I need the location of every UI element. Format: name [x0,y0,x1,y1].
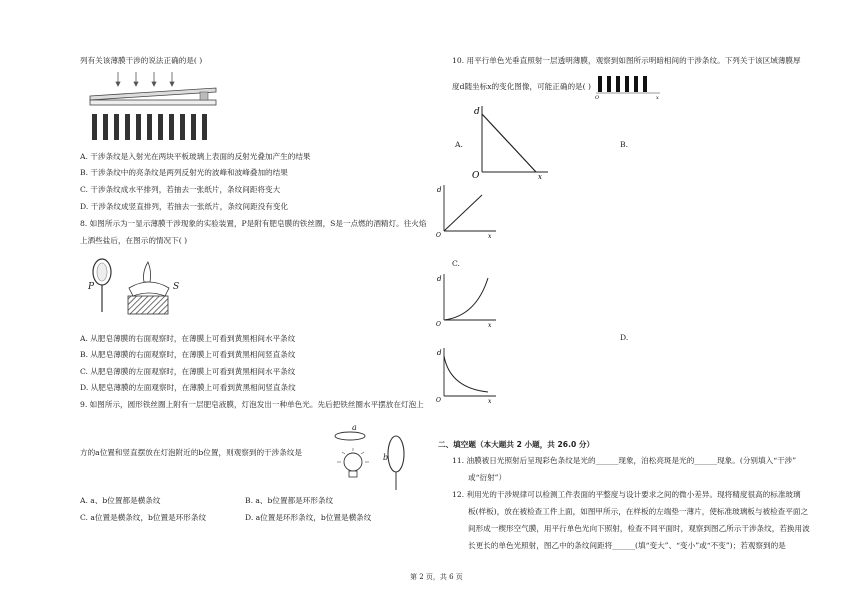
q11-line2: 或“衍射”） [468,473,507,482]
q9-label-a: a [352,423,357,432]
svg-text:O: O [436,232,441,239]
page-footer: 第 2 页，共 6 页 [410,573,463,581]
q7-option-b: B. 干涉条纹中的亮条纹是两列反射光的波峰和波峰叠加的结果 [80,168,288,177]
svg-text:O: O [472,171,480,180]
svg-text:d: d [474,107,480,117]
q9-option-a: A. a、b位置都是横条纹 [80,496,161,505]
q7-wedge-figure [88,70,218,110]
q10-option-b-label: B. [620,140,628,149]
svg-text:O: O [436,321,441,328]
svg-text:x: x [488,398,492,404]
q10-fringe-figure [594,74,666,100]
q8-label-p: P [88,282,95,292]
q9-option-b: B. a、b位置都是环形条纹 [245,496,334,505]
svg-text:O: O [595,95,600,100]
q10-option-d-label: D. [620,333,629,342]
q10-graph-d [436,346,500,404]
q9-option-d: D. a位置是环形条纹，b位置是横条纹 [245,513,372,522]
q9-option-c: C. a位置是横条纹，b位置是环形条纹 [80,513,207,522]
q7-option-c: C. 干涉条纹成水平排列，若抽去一张纸片，条纹间距将变大 [80,185,281,194]
q12-line1: 12. 利用光的干涉规律可以检测工件表面的平整度与设计要求之间的微小差异。现将精度很高的标准玻璃 [452,490,801,499]
q12-line3: 间形成一楔形空气膜，用平行单色光向下照射，检查不同平面时，观察到图乙所示干涉条纹，若换用波 [468,524,810,533]
q10-graph-a [470,104,550,180]
q10-graph-c [436,272,500,328]
q7-option-d: D. 干涉条纹成竖直排列，若抽去一张纸片，条纹间距没有变化 [80,202,289,211]
svg-text:d: d [437,275,442,283]
q7-option-a: A. 干涉条纹是入射光在两块平板玻璃上表面的反射光叠加产生的结果 [80,152,311,161]
svg-text:O: O [436,397,441,404]
q10-stem-line1: 10. 用平行单色光垂直照射一层透明薄膜，观察到如图所示明暗相间的干涉条纹。下列关于该区域薄膜厚 [452,56,801,65]
q10-graph-b [436,183,500,239]
q8-option-c: C. 从肥皂薄膜的左面观察时，在薄膜上可看到黄黑相间水平条纹 [80,367,296,376]
svg-text:x: x [538,173,542,180]
q9-stem-line2: 方的a位置和竖直摆放在灯泡附近的b位置，则观察到的干涉条纹是 [80,448,303,457]
svg-text:x: x [656,95,659,100]
svg-text:d: d [437,349,442,357]
svg-text:d: d [437,186,442,194]
q12-line4: 长更长的单色光照射，图乙中的条纹间距将______(填“变大”、“变小”或“不变”)；若观察到的是 [468,541,786,550]
svg-text:x: x [488,322,492,328]
q8-stem-line1: 8. 如图所示为一显示薄膜干涉现象的实验装置，P是附有肥皂膜的铁丝圈，S是一点燃的酒精灯。往火焰 [80,219,427,228]
q10-option-c-label: C. [452,259,460,268]
q9-label-b: b [383,453,389,462]
section-2-title: 二、填空题（本大题共 2 小题，共 26.0 分） [438,440,595,449]
q7-stem: 列有关该薄膜干涉的说法正确的是( ) [80,56,203,65]
q10-stem-line2: 度d随坐标x的变化图像，可能正确的是( ) [452,82,591,91]
q11-line1: 11. 油膜被日光照射后呈现彩色条纹是光的______现象，泊松亮斑是光的______现象。(分别填入“干涉” [452,456,797,465]
q10-option-a-label: A. [455,140,463,149]
q8-stem-line2: 上洒些盐后，在图示的情况下( ) [80,236,188,245]
q7-fringe-figure [90,114,220,142]
q8-option-a: A. 从肥皂薄膜的右面观察时，在薄膜上可看到黄黑相间水平条纹 [80,334,296,343]
q8-label-s: S [173,282,180,292]
q8-option-d: D. 从肥皂薄膜的左面观察时，在薄膜上可看到黄黑相间竖直条纹 [80,383,296,392]
q12-line2: 板(样板)，放在被检查工件上面，如图甲所示，在样板的左端垫一薄片，使标准玻璃板与被检查平面之 [468,507,809,516]
svg-text:x: x [488,233,492,239]
q8-option-b: B. 从肥皂薄膜的右面观察时，在薄膜上可看到黄黑相间竖直条纹 [80,350,296,359]
q9-stem-line1: 9. 如图所示，圆形铁丝圈上附有一层肥皂液膜，灯泡发出一种单色光。先后把铁丝圈水平摆放在灯泡上 [80,400,424,409]
q9-bulb-figure [325,418,425,498]
